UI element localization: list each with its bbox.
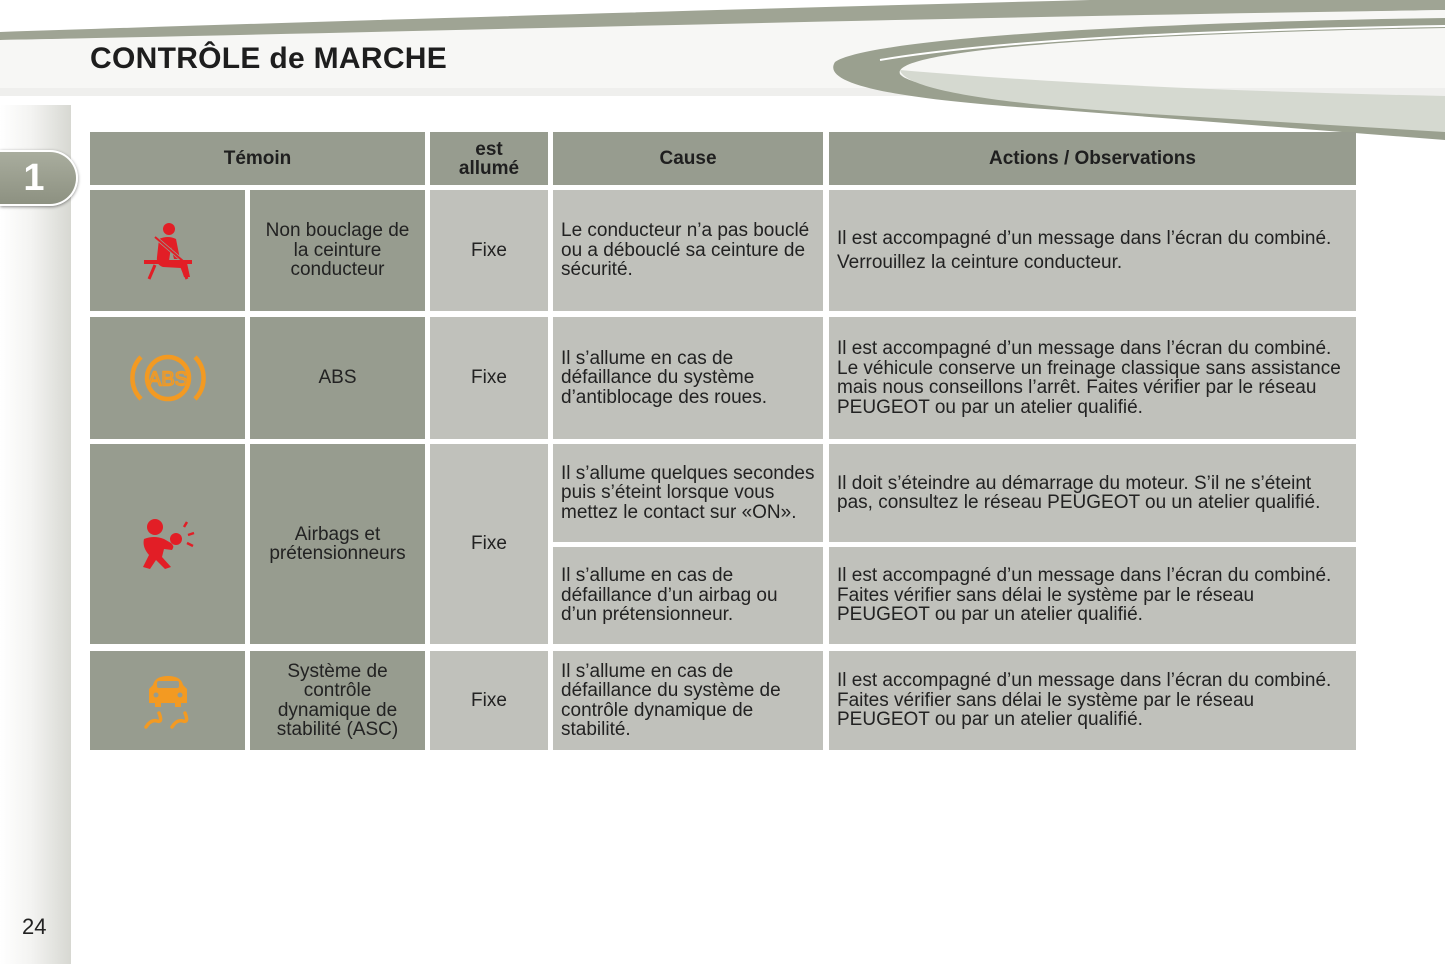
header-actions <box>829 132 1356 185</box>
table-row-asc-name: Système de contrôle dynamique de stabilité (ASC) <box>250 651 425 750</box>
table-row-airbag-cause-1: Il s’allume quelques secondes puis s’éteint lorsque vous mettez le contact sur «ON». <box>553 444 823 542</box>
header-etat <box>430 132 548 185</box>
table-row-airbag-action-2: Il est accompagné d’un message dans l’écran du combiné. Faites vérifier sans délai le système par le réseau PEUGEOT ou par un atelier qualifié. <box>829 547 1356 644</box>
seatbelt-warning-icon <box>141 221 195 281</box>
table-row-airbag-icon-cell <box>90 444 245 644</box>
page-number: 24 <box>22 914 47 939</box>
stability-control-icon <box>143 673 193 729</box>
table-row-asc-state: Fixe <box>430 651 548 750</box>
action-paragraph-2: Verrouillez la ceinture conducteur. <box>837 252 1123 273</box>
table-row-seatbelt-name: Non bouclage de la ceinture conducteur <box>250 190 425 311</box>
table-row-asc-cause: Il s’allume en cas de défaillance du système de contrôle dynamique de stabilité. <box>553 651 823 750</box>
table-row-abs-icon-cell <box>90 317 245 439</box>
table-row-airbag-state: Fixe <box>430 444 548 644</box>
header-cause-label: Cause <box>659 148 717 169</box>
table-row-seatbelt-icon-cell <box>90 190 245 311</box>
table-row-abs-cause: Il s’allume en cas de défaillance du système d’antiblocage des roues. <box>553 317 823 439</box>
abs-icon-text: ABS <box>147 368 188 391</box>
table-row-seatbelt-action <box>829 190 1356 311</box>
chapter-tab[interactable]: 1 <box>0 150 78 206</box>
header-temoin-label: Témoin <box>223 148 292 169</box>
airbag-warning-icon <box>138 517 198 571</box>
table-row-airbag-cause-2: Il s’allume en cas de défaillance d’un airbag ou d’un prétensionneur. <box>553 547 823 644</box>
table-row-airbag-action-1: Il doit s’éteindre au démarrage du moteur. S’il ne s’éteint pas, consultez le réseau PEUGEOT ou un atelier qualifié. <box>829 444 1356 542</box>
action-paragraph-1: Il est accompagné d’un message dans l’écran du combiné. <box>837 227 1332 249</box>
table-row-seatbelt-state: Fixe <box>430 190 548 311</box>
page-title: CONTRÔLE de MARCHE <box>90 42 448 75</box>
header-actions-label: Actions / Observations <box>989 148 1196 169</box>
table-row-abs-action: Il est accompagné d’un message dans l’écran du combiné. Le véhicule conserve un freinage classique sans assistance mais nous conseillons l’arrêt. Faites vérifier par le réseau PEUGEOT ou par un atelier qualifié. <box>829 317 1356 439</box>
table-row-asc-icon-cell <box>90 651 245 750</box>
table-row-asc-action: Il est accompagné d’un message dans l’écran du combiné. Faites vérifier sans délai le système par le réseau PEUGEOT ou par un atelier qualifié. <box>829 651 1356 750</box>
header-cause <box>553 132 823 185</box>
abs-warning-icon <box>128 347 208 409</box>
header-etat-line2: allumé <box>458 157 520 179</box>
table-row-airbag-name: Airbags et prétensionneurs <box>250 444 425 644</box>
table-row-seatbelt-cause: Le conducteur n’a pas bouclé ou a débouclé sa ceinture de sécurité. <box>553 190 823 311</box>
side-bar <box>0 105 71 964</box>
table-row-abs-name: ABS <box>250 317 425 439</box>
table-row-abs-state: Fixe <box>430 317 548 439</box>
header-etat-line1: est <box>475 138 503 160</box>
header-temoin <box>90 132 425 185</box>
